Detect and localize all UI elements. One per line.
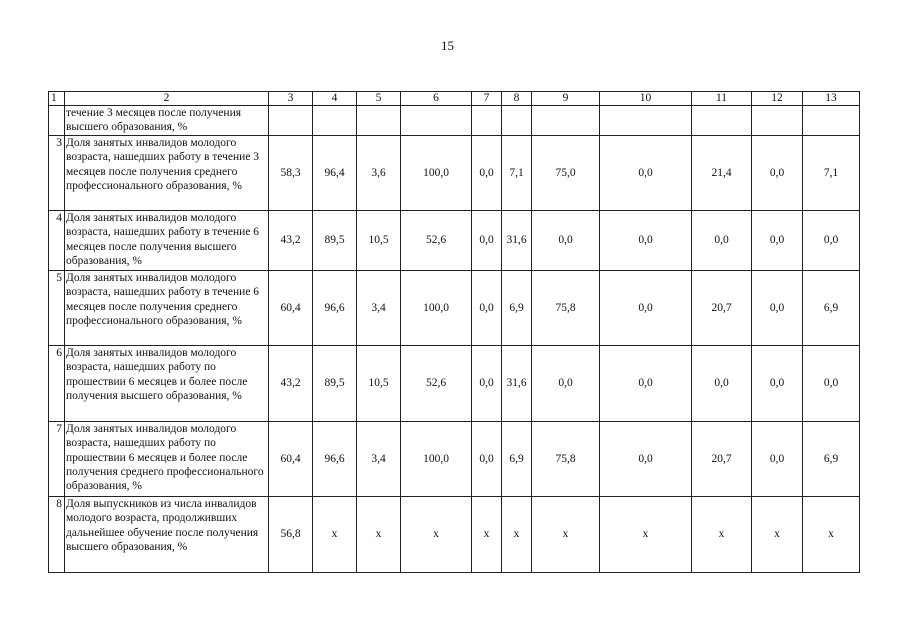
value-cell: 20,7 [692,422,752,497]
value-cell: 20,7 [692,271,752,346]
value-cell: 21,4 [692,136,752,211]
row-description: Доля занятых инвалидов молодого возраста, нашедших работу в течение 3 месяцев после получения среднего профессионального образования, % [65,136,269,211]
value-cell: 0,0 [472,422,502,497]
value-cell [269,106,313,136]
header-cell: 2 [65,92,269,106]
value-cell: 75,8 [532,271,600,346]
value-cell: х [752,497,803,573]
page-number: 15 [441,38,454,53]
value-cell: х [313,497,357,573]
value-cell: 3,6 [357,136,401,211]
value-cell: 100,0 [401,422,472,497]
value-cell: х [502,497,532,573]
value-cell: 89,5 [313,211,357,271]
value-cell: 96,4 [313,136,357,211]
value-cell: 0,0 [600,136,692,211]
row-index: 7 [49,422,65,497]
value-cell [692,106,752,136]
value-cell: 31,6 [502,346,532,422]
value-cell: х [600,497,692,573]
row-index: 8 [49,497,65,573]
value-cell: 0,0 [600,271,692,346]
row-index: 3 [49,136,65,211]
value-cell: 0,0 [532,346,600,422]
value-cell: 6,9 [803,422,860,497]
table-row [49,497,860,573]
value-cell: х [803,497,860,573]
value-cell [502,106,532,136]
value-cell: 31,6 [502,211,532,271]
value-cell: х [472,497,502,573]
value-cell: 58,3 [269,136,313,211]
value-cell [401,106,472,136]
table-row [49,346,860,422]
table-row [49,422,860,497]
value-cell: 89,5 [313,346,357,422]
value-cell [600,106,692,136]
header-cell: 5 [357,92,401,106]
table-row [49,271,860,346]
header-cell: 8 [502,92,532,106]
value-cell: 43,2 [269,346,313,422]
value-cell: 0,0 [752,211,803,271]
value-cell: 100,0 [401,136,472,211]
value-cell: х [357,497,401,573]
value-cell: 60,4 [269,422,313,497]
row-index: 6 [49,346,65,422]
row-description: Доля занятых инвалидов молодого возраста, нашедших работу по прошествии 6 месяцев и более после получения среднего профессионального образования, % [65,422,269,497]
value-cell: х [532,497,600,573]
value-cell [532,106,600,136]
header-cell: 7 [472,92,502,106]
value-cell: 0,0 [472,136,502,211]
row-description: Доля занятых инвалидов молодого возраста, нашедших работу по прошествии 6 месяцев и более после получения высшего образования, % [65,346,269,422]
value-cell: 0,0 [752,422,803,497]
value-cell [472,106,502,136]
row-index [49,106,65,136]
value-cell: 10,5 [357,211,401,271]
value-cell: 0,0 [472,211,502,271]
value-cell: 43,2 [269,211,313,271]
header-cell: 6 [401,92,472,106]
value-cell [803,106,860,136]
header-cell: 13 [803,92,860,106]
value-cell: 96,6 [313,422,357,497]
row-index: 4 [49,211,65,271]
value-cell: 0,0 [803,346,860,422]
value-cell: 6,9 [502,271,532,346]
value-cell: 10,5 [357,346,401,422]
row-index: 5 [49,271,65,346]
value-cell: 0,0 [752,136,803,211]
value-cell: 60,4 [269,271,313,346]
value-cell [357,106,401,136]
value-cell: 75,0 [532,136,600,211]
table-row [49,211,860,271]
value-cell: 0,0 [752,271,803,346]
header-cell: 1 [49,92,65,106]
value-cell: 0,0 [692,211,752,271]
value-cell: 100,0 [401,271,472,346]
value-cell: 0,0 [600,211,692,271]
value-cell [752,106,803,136]
table-row [49,136,860,211]
header-cell: 12 [752,92,803,106]
header-cell: 11 [692,92,752,106]
value-cell: 3,4 [357,271,401,346]
row-description: Доля занятых инвалидов молодого возраста, нашедших работу в течение 6 месяцев после получения среднего профессионального образования, % [65,271,269,346]
value-cell: 6,9 [803,271,860,346]
value-cell [313,106,357,136]
value-cell: 7,1 [803,136,860,211]
data-table [48,91,860,573]
value-cell: 7,1 [502,136,532,211]
row-description: течение 3 месяцев после получения высшего образования, % [65,106,269,136]
value-cell: 6,9 [502,422,532,497]
header-cell: 4 [313,92,357,106]
value-cell: 0,0 [472,346,502,422]
table-row [49,106,860,136]
header-cell: 9 [532,92,600,106]
value-cell: 52,6 [401,211,472,271]
value-cell: 0,0 [600,346,692,422]
value-cell: 0,0 [752,346,803,422]
value-cell: 75,8 [532,422,600,497]
row-description: Доля занятых инвалидов молодого возраста, нашедших работу в течение 6 месяцев после получения высшего образования, % [65,211,269,271]
value-cell: 3,4 [357,422,401,497]
value-cell: 0,0 [532,211,600,271]
row-description: Доля выпускников из числа инвалидов молодого возраста, продолживших дальнейшее обучение после получения высшего образования, % [65,497,269,573]
value-cell: 96,6 [313,271,357,346]
header-cell: 3 [269,92,313,106]
header-row [49,92,860,106]
value-cell: х [401,497,472,573]
value-cell: х [692,497,752,573]
value-cell: 56,8 [269,497,313,573]
value-cell: 0,0 [600,422,692,497]
value-cell: 0,0 [692,346,752,422]
value-cell: 0,0 [803,211,860,271]
value-cell: 0,0 [472,271,502,346]
header-cell: 10 [600,92,692,106]
value-cell: 52,6 [401,346,472,422]
